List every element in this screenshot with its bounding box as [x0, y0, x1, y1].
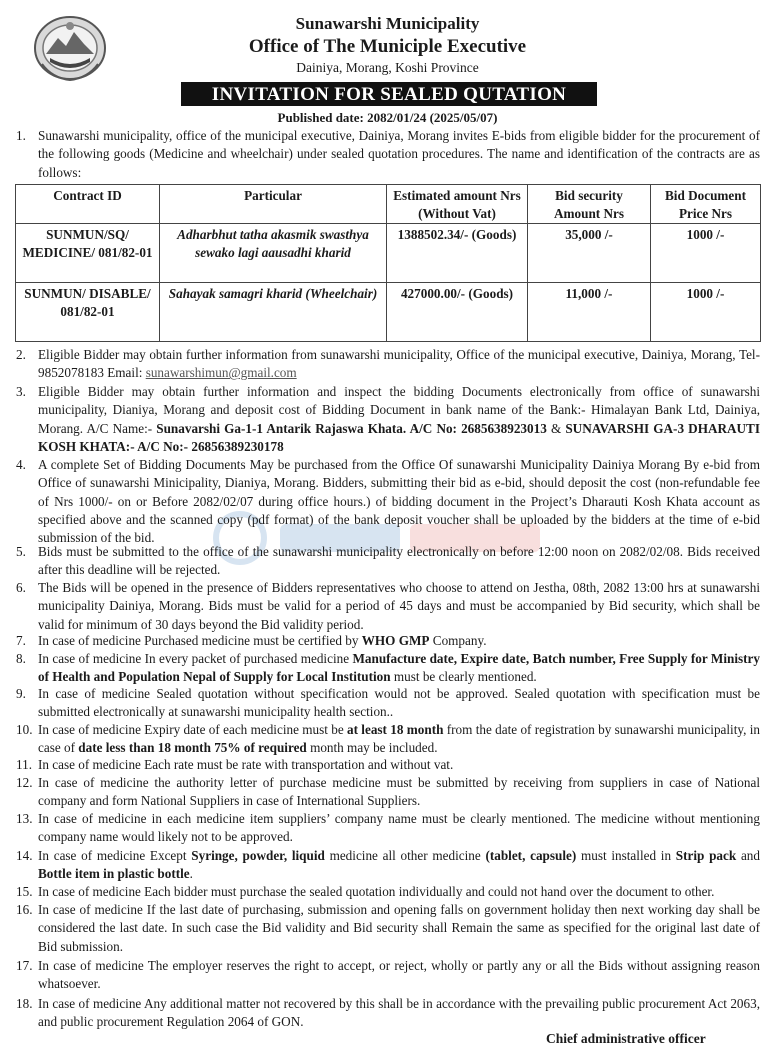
clause-number: 4.: [16, 457, 26, 472]
col-particular: Particular: [160, 185, 387, 224]
clause-number: 16.: [16, 902, 33, 917]
clause-emphasis: date less than 18 month 75% of required: [78, 740, 307, 756]
clause-text: Bids must be submitted to the office of the sunawarshi municipality electronically on before 12:00 noon on 2082/02/08. Bids received after this deadline will be rejected.: [38, 544, 760, 578]
published-date: Published date: 2082/01/24 (2025/05/07): [277, 110, 498, 125]
clause-emphasis: Manufacture date, Expire date, Batch number, Free Supply for Ministry of Health and Population Nepal of Supply for Local Institution: [38, 651, 760, 685]
clause-text: Sunawarshi municipality, office of the municipal executive, Dainiya, Morang invites E-bids from eligible bidder for the procurement of the following goods (Medicine and wheelchair) under sealed quotation procedures. The name and identification of the contracts are as follows:: [38, 128, 760, 180]
clause-emphasis: at least 18 month: [347, 722, 444, 737]
clause-number: 8.: [16, 651, 26, 666]
clause-text-part: and: [736, 848, 760, 863]
clause-emphasis: Syringe, powder, liquid: [191, 848, 325, 863]
cell-contract-id: SUNMUN/ DISABLE/ 081/82-01: [16, 283, 160, 342]
clause-text: A complete Set of Bidding Documents May be purchased from the Office Of sunawarshi Municipality Dainiya Morang By e-bid from Office of sunawarshi Minicipality, Dianiya, Morang. Bidders, submitting their bid as e-bid, should deposit the cost (non-refundable fee of Nrs 1000/- on or Before 2082/02/07 during office hours.) of bidding document in the Project’s Dharauti Kosh Khata account as specified above and the scanned copy (pdf format) of the bank deposit voucher shall be uploaded by the bidders at the time of e-bid submission of the bid.: [38, 457, 760, 546]
clause-text: In case of medicine Each rate must be rate with transportation and without vat.: [38, 757, 454, 772]
table-row: [16, 283, 761, 342]
clause-text-part: must installed in: [576, 848, 676, 863]
clause-text: [38, 383, 760, 456]
clause-number: 3.: [16, 384, 26, 399]
cell-estimated-amount: 427000.00/- (Goods): [387, 283, 528, 342]
clause-emphasis: (tablet, capsule): [485, 848, 577, 863]
clause-text-part: Eligible Bidder may obtain further information and inspect the bidding Documents electronically from office of sunawarshi municipality, Dianiya, Morang and deposit cost of Bidding Document in bank name of the Bank:- Himalayan Bank Ltd, Dainiya, Morang. A/C Name:-: [38, 384, 760, 436]
cell-bid-security: 11,000 /-: [528, 283, 651, 342]
office-name: Office of The Municiple Executive: [248, 36, 527, 57]
clause-text-part: from the date of registration by sunawarshi municipality, in case of: [38, 722, 760, 756]
clause-text-part: Eligible Bidder may obtain further information from sunawarshi municipality, Office of the municipal executive, Dainiya, Morang, Tel- 9852078183 Email:: [38, 347, 760, 381]
cell-contract-id: SUNMUN/SQ/ MEDICINE/ 081/82-01: [16, 224, 160, 283]
office-address: Dainiya, Morang, Koshi Province: [296, 60, 479, 75]
cell-particular: Sahayak samagri kharid (Wheelchair): [160, 283, 387, 342]
clause-text-part: &: [546, 420, 566, 436]
clause-text: [38, 346, 760, 383]
clause-number: 12.: [16, 775, 33, 790]
clause-number: 1.: [16, 128, 26, 143]
table-header-row: [16, 185, 761, 224]
clause-text: In case of medicine Any additional matter not recovered by this shall be in accordance with the prevailing public procurement Act 2063, and public procurement Regulation 2064 of GON.: [38, 996, 760, 1030]
signature-title: Chief administrative officer: [546, 1031, 706, 1046]
contracts-table: [15, 184, 761, 342]
clause-number: 18.: [16, 996, 33, 1011]
clause-number: 15.: [16, 884, 33, 899]
clause-text-part: medicine all other medicine: [324, 848, 486, 863]
clause-text-part: .: [189, 866, 193, 882]
clause-text: The Bids will be opened in the presence of Bidders representatives who choose to attend on Jestha, 08th, 2082 13:00 hrs at sunawarshi municipality Dainiya, Morang. Bids must be valid for a period of 45 days and must be accompanied by Bid security, which shall be valid for minimum of 30 days beyond the Bid validity period.: [38, 580, 760, 632]
cell-bid-document-price: 1000 /-: [651, 224, 761, 283]
bank-account-2: SUNAVARSHI GA-3 DHARAUTI KOSH KHATA:- A/C No:- 26856389230178: [38, 420, 760, 454]
clause-text-part: must be clearly mentioned.: [390, 669, 537, 685]
clause-number: 9.: [16, 686, 26, 701]
col-contract-id: Contract ID: [16, 185, 160, 224]
clause-text: In case of medicine If the last date of purchasing, submission and opening falls on government holiday then next working day shall be considered the last date. In such case the Bid validity and Bid security shall Remain the same as specified for the original last date of Bid submission.: [38, 902, 760, 954]
clause-number: 6.: [16, 580, 26, 595]
clause-text: In case of medicine Each bidder must purchase the sealed quotation individually and could not hand over the document to other.: [38, 884, 715, 899]
clause-text-part: In case of medicine Expiry date of each medicine must be: [38, 722, 347, 737]
col-bid-document-price: Bid Document Price Nrs: [651, 185, 761, 224]
cell-estimated-amount: 1388502.34/- (Goods): [387, 224, 528, 283]
clause-number: 2.: [16, 347, 26, 362]
clause-emphasis: Strip pack: [675, 848, 737, 863]
clause-number: 11.: [16, 757, 32, 772]
clause-number: 14.: [16, 848, 33, 863]
clause-text: In case of medicine The employer reserves the right to accept, or reject, wholly or partly any or all the Bids without assigning reason whatsoever.: [38, 958, 760, 992]
clause-number: 13.: [16, 811, 33, 826]
notice-title-banner: INVITATION FOR SEALED QUTATION: [181, 82, 597, 106]
clause-emphasis: Bottle item in plastic bottle: [38, 866, 190, 882]
municipality-name: Sunawarshi Municipality: [295, 14, 480, 33]
clause-number: 7.: [16, 633, 26, 648]
clause-emphasis: WHO GMP: [361, 633, 430, 648]
cell-bid-document-price: 1000 /-: [651, 283, 761, 342]
clause-number: 17.: [16, 958, 33, 973]
email-link[interactable]: sunawarshimun@gmail.com: [145, 365, 297, 381]
bank-account-1: Sunavarshi Ga-1-1 Antarik Rajaswa Khata. A/C No: 2685638923013: [156, 420, 547, 436]
col-bid-security: Bid security Amount Nrs: [528, 185, 651, 224]
clause-text: In case of medicine in each medicine item suppliers’ company name must be clearly mentioned. The medicine without mentioning company name would likely not to be approved.: [38, 811, 760, 845]
clause-text: [38, 721, 760, 758]
clause-text: [38, 847, 760, 884]
clause-text: [38, 632, 760, 650]
cell-bid-security: 35,000 /-: [528, 224, 651, 283]
clause-text-part: In case of medicine Except: [38, 848, 192, 863]
clause-text-part: month may be included.: [306, 740, 438, 756]
cell-particular: Adharbhut tatha akasmik swasthya sewako lagi aausadhi kharid: [160, 224, 387, 283]
col-estimated-amount: Estimated amount Nrs (Without Vat): [387, 185, 528, 224]
clause-number: 10.: [16, 722, 33, 737]
clause-text: In case of medicine the authority letter of purchase medicine must be submitted by receiving from suppliers in case of National company and form National Suppliers in case of International Suppliers.: [38, 775, 760, 809]
clause-text-part: Company.: [429, 633, 487, 648]
table-row: [16, 224, 761, 283]
clause-number: 5.: [16, 544, 26, 559]
clause-text-part: In case of medicine In every packet of purchased medicine: [38, 651, 353, 666]
clause-text: [38, 650, 760, 687]
clause-text-part: In case of medicine Purchased medicine must be certified by: [38, 633, 362, 648]
clause-text: In case of medicine Sealed quotation without specification would not be approved. Sealed quotation with specification must be submitted electronically at sunawarshi municipality health section..: [38, 686, 760, 720]
